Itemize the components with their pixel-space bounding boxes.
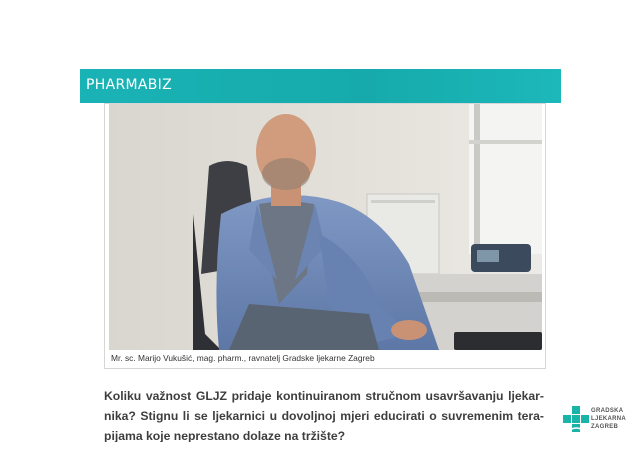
section-banner xyxy=(80,69,561,103)
photo-figure xyxy=(104,103,546,369)
photo-caption: Mr. sc. Marijo Vukušić, mag. pharm., ravnatelj Gradske ljekarne Zagreb xyxy=(111,353,375,363)
logo-line-1: GRADSKA xyxy=(591,408,624,414)
logo-wordmark xyxy=(591,407,626,431)
portrait-photo xyxy=(109,104,542,350)
gradska-ljekarna-logo xyxy=(561,404,636,438)
section-title: PHARMABIZ xyxy=(86,77,172,93)
interview-question: Koliku važnost GLJZ pridaje kontinuiranom stručnom usavršavanju ljekar-nika? Stignu li se ljekarnici u dovoljnoj mjeri educirati o suvremenim tera-pijama koje neprestano dolaze na tržište? xyxy=(104,389,544,442)
pharmacy-cross-icon xyxy=(561,404,591,436)
logo-line-2: LJEKARNA xyxy=(591,416,627,422)
logo-line-3: ZAGREB xyxy=(591,424,619,430)
portrait-photo-illustration xyxy=(109,104,542,350)
